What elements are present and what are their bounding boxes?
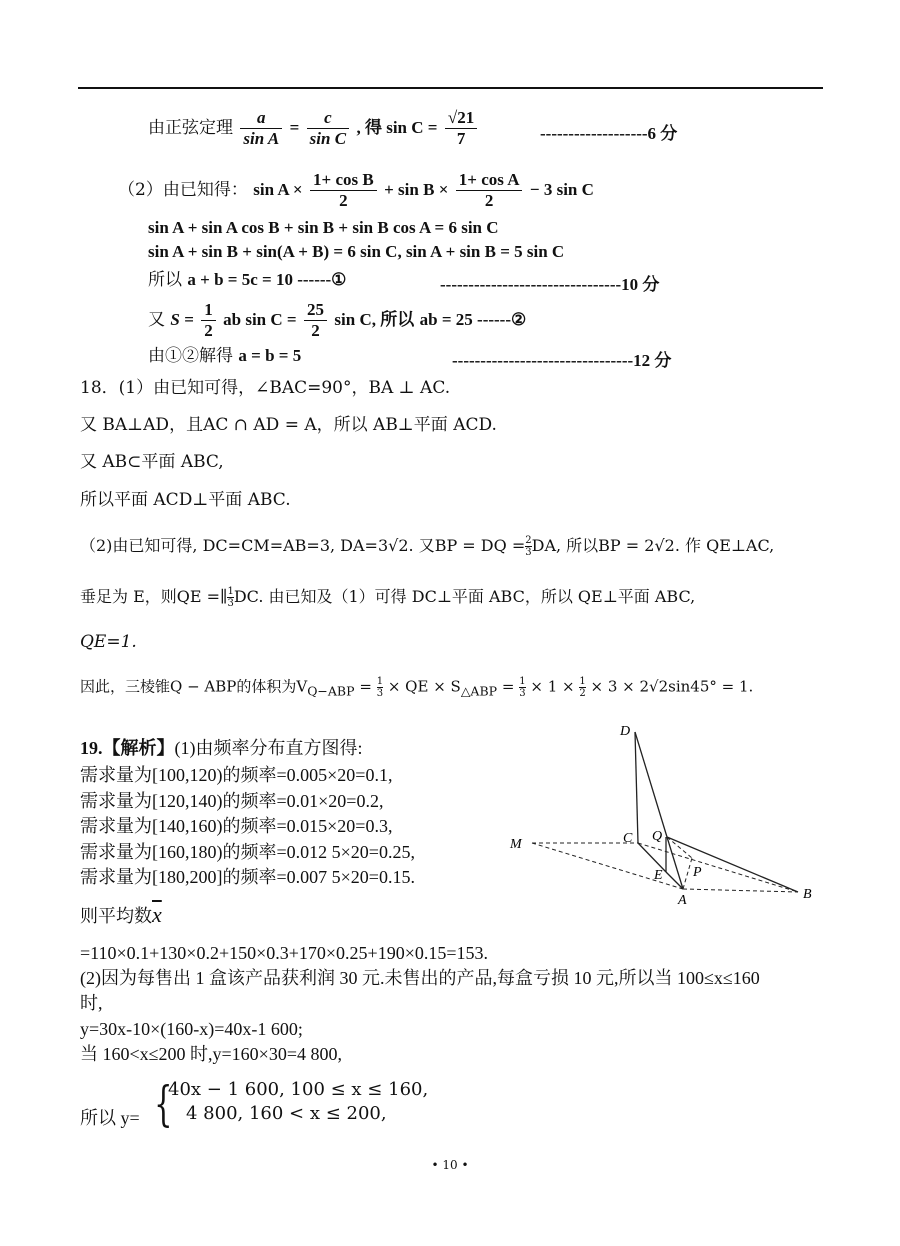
text: 19	[80, 738, 98, 758]
frequency-row: 需求量为[160,180)的频率=0.012 5×20=0.25,	[80, 842, 415, 862]
label-c: C	[623, 831, 633, 846]
text: − 3 sin C	[529, 180, 594, 199]
frac-num: 1	[227, 586, 234, 597]
q19-heading	[80, 738, 363, 758]
score-10: --------------------------------10 分	[440, 275, 660, 294]
edge-dq	[635, 732, 667, 837]
frac-num: 1	[579, 676, 586, 687]
text: 由①②解得	[148, 346, 233, 366]
text: =	[289, 118, 300, 137]
frac-num: a	[240, 108, 282, 129]
frac-den: 7	[456, 129, 466, 148]
q18-line: 又 BA⊥AD，且AC ∩ AD = A，所以 AB⊥平面 ACD.	[80, 415, 497, 435]
frac-den: 2	[579, 688, 586, 699]
subscript: △ABP	[460, 683, 498, 699]
score-12: --------------------------------12 分	[452, 351, 672, 370]
text: S =	[170, 310, 194, 329]
text: a = b = 5	[238, 346, 302, 365]
frequency-row: 需求量为[140,160)的频率=0.015×20=0.3,	[80, 816, 393, 836]
text: 又	[148, 310, 165, 330]
label-a: A	[678, 893, 687, 908]
mean-label-line	[80, 902, 162, 927]
text: a + b = 5c = 10 ------①	[187, 270, 347, 289]
q19-line: 当 160<x≤200 时,y=160×30=4 800,	[80, 1044, 342, 1064]
q19-line: y=30x-10×(160-x)=40x-1 600;	[80, 1019, 303, 1039]
text: × 1 ×	[530, 677, 575, 696]
frac-den: 2	[204, 321, 213, 340]
label-q: Q	[652, 829, 663, 844]
text: + sin B ×	[384, 180, 449, 199]
frac-num: c	[307, 108, 349, 129]
score-6: -------------------6 分	[540, 124, 678, 143]
text: × QE × S	[387, 677, 461, 696]
edge-dc	[635, 732, 638, 843]
text: × 3 × 2√2sin45° = 1.	[590, 677, 754, 696]
mean-calc: =110×0.1+130×0.2+150×0.3+170×0.25+190×0.15=153.	[80, 943, 488, 963]
text: 则平均数	[80, 906, 152, 926]
frac-num: 25	[304, 300, 327, 321]
frac-num: 1+ cos A	[456, 170, 523, 191]
q18-line: QE=1.	[80, 632, 137, 652]
frac-num: 1	[519, 676, 526, 687]
frac-den: 3	[227, 598, 234, 609]
text: sin A ×	[253, 180, 303, 199]
text: DC. 由已知及（1）可得 DC⊥平面 ABC，所以 QE⊥平面 ABC,	[233, 587, 696, 606]
q18-line: 18．(1）由已知可得，∠BAC=90°，BA ⊥ AC.	[80, 378, 451, 398]
label-m: M	[510, 837, 522, 852]
equation-line: sin A + sin B + sin(A + B) = 6 sin C, sin A + sin B = 5 sin C	[148, 242, 565, 261]
mean-symbol: $\overline{x}$	[152, 902, 162, 927]
frac-num: √21	[445, 108, 477, 129]
text: sin C, 所以	[334, 310, 415, 329]
frac-den: 3	[376, 688, 384, 699]
edge-ap	[683, 858, 692, 889]
page-number: • 10 •	[431, 1158, 469, 1172]
frequency-row: 需求量为[180,200]的频率=0.007 5×20=0.15.	[80, 867, 415, 887]
q18-line: 又 AB⊂平面 ABC,	[80, 452, 224, 472]
text: （2）由已知得：	[118, 180, 248, 200]
text: =	[359, 677, 372, 696]
text: （2)由已知可得, DC=CM=AB=3, DA=3√2. 又BP = DQ =	[80, 536, 526, 555]
frac-den: 3	[519, 688, 526, 699]
text: ab = 25 ------②	[419, 310, 527, 329]
brace: {	[154, 1076, 173, 1132]
label-p: P	[693, 865, 702, 880]
text: 所以	[148, 270, 182, 290]
frac-den: sin A	[243, 129, 280, 148]
piecewise-case-2: 4 800, 160 < x ≤ 200,	[186, 1103, 387, 1124]
text: 因此，三棱锥Q − ABP的体积为V	[80, 677, 308, 696]
edge-qb	[667, 837, 798, 892]
text: =	[501, 677, 515, 696]
piecewise-case-1: 40x − 1 600, 100 ≤ x ≤ 160,	[168, 1079, 429, 1100]
frac-den: 2	[339, 191, 348, 210]
text: , 得 sin C =	[356, 118, 438, 137]
frac-num: 1	[376, 676, 384, 687]
text: (1)由频率分布直方图得:	[174, 738, 363, 758]
frac-den: 3	[525, 547, 532, 558]
label-d: D	[620, 724, 631, 739]
text: 垂足为 E，则QE =∥	[80, 587, 228, 606]
frac-den: sin C	[309, 129, 347, 148]
q19-line: 时,	[80, 993, 103, 1013]
frac-num: 2	[525, 535, 532, 546]
equation-line: sin A + sin A cos B + sin B + sin B cos A = 6 sin C	[148, 218, 499, 237]
frac-den: 2	[484, 191, 494, 210]
frac-num: 1	[201, 300, 216, 321]
q18-line: 所以平面 ACD⊥平面 ABC.	[80, 490, 291, 510]
label-e: E	[654, 868, 663, 883]
edge-ab	[683, 889, 798, 892]
subscript: Q−ABP	[307, 683, 355, 699]
text: 由正弦定理	[148, 118, 233, 138]
frequency-row: 需求量为[120,140)的频率=0.01×20=0.2,	[80, 791, 384, 811]
q19-line: (2)因为每售出 1 盒该产品获利润 30 元.未售出的产品,每盒亏损 10 元,所以当 100≤x≤160	[80, 968, 760, 988]
label-b: B	[803, 887, 812, 902]
text: .【解析】	[98, 738, 175, 758]
frac-den: 2	[311, 321, 320, 340]
text: ab sin C =	[223, 310, 297, 329]
piecewise-prefix: 所以 y=	[80, 1108, 140, 1128]
frequency-row: 需求量为[100,120)的频率=0.005×20=0.1,	[80, 765, 393, 785]
frac-num: 1+ cos B	[310, 170, 377, 191]
text: DA, 所以BP = 2√2. 作 QE⊥AC,	[531, 536, 775, 555]
